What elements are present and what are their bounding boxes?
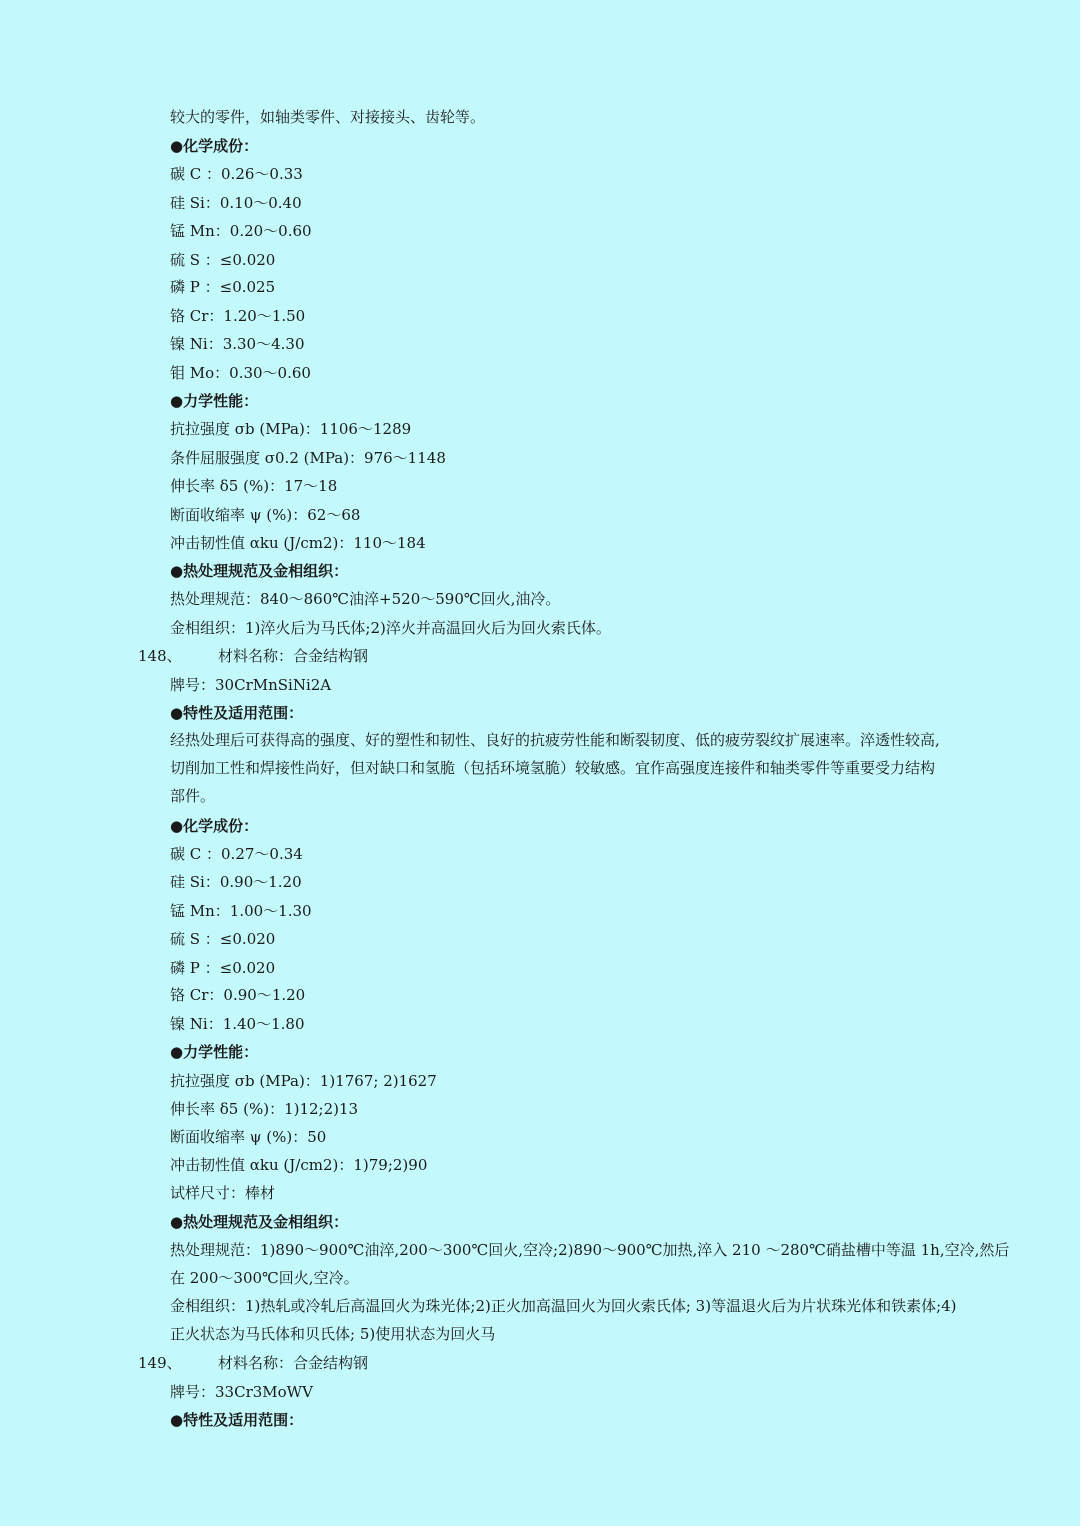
chem-item: 镍 Ni：1.40～1.80	[170, 1015, 305, 1033]
heat-treatment-text: 在 200～300℃回火,空冷。	[170, 1269, 359, 1287]
mech-item: 冲击韧性值 αku (J/cm2)：110～184	[170, 534, 426, 552]
mech-item: 伸长率 δ5 (%)：1)12;2)13	[170, 1100, 359, 1118]
chem-item: 锰 Mn：0.20～0.60	[170, 222, 312, 240]
mech-heading: ●力学性能：	[170, 392, 259, 410]
chem-item: 硫 S ：≤0.020	[170, 251, 276, 269]
mech-item: 试样尺寸：棒材	[170, 1184, 276, 1202]
chem-item: 硫 S ：≤0.020	[170, 930, 276, 948]
chem-item: 铬 Cr：1.20～1.50	[170, 307, 306, 325]
chem-item: 磷 P ：≤0.025	[170, 278, 276, 296]
mech-item: 断面收缩率 ψ (%)：50	[170, 1128, 327, 1146]
chem-item: 磷 P ：≤0.020	[170, 959, 276, 977]
mech-item: 抗拉强度 σb (MPa)：1)1767; 2)1627	[170, 1072, 437, 1090]
continuation-text: 较大的零件，如轴类零件、对接接头、齿轮等。	[170, 108, 486, 126]
properties-heading: ●特性及适用范围：	[170, 704, 304, 722]
chem-heading: ●化学成份：	[170, 137, 259, 155]
properties-text: 部件。	[170, 787, 216, 805]
chem-item: 锰 Mn：1.00～1.30	[170, 902, 312, 920]
properties-text: 经热处理后可获得高的强度、好的塑性和韧性、良好的抗疲劳性能和断裂韧度、低的疲劳裂纹扩展速率。淬透性较高,	[170, 731, 940, 749]
properties-text: 切削加工性和焊接性尚好，但对缺口和氢脆（包括环境氢脆）较敏感。宜作高强度连接件和轴类零件等重要受力结构	[170, 759, 936, 777]
mech-item: 断面收缩率 ψ (%)：62～68	[170, 506, 361, 524]
section-148-header	[138, 646, 368, 666]
section-number: 148、	[138, 647, 182, 665]
section-number: 149、	[138, 1354, 182, 1372]
chem-item: 钼 Mo：0.30～0.60	[170, 364, 311, 382]
mech-item: 条件屈服强度 σ0.2 (MPa)：976～1148	[170, 449, 446, 467]
grade-text: 牌号：33Cr3MoWV	[170, 1383, 313, 1401]
metallography-text: 金相组织：1)热轧或冷轧后高温回火为珠光体;2)正火加高温回火为回火索氏体; 3)等温退火后为片状珠光体和铁素体;4)	[170, 1297, 957, 1315]
chem-item: 镍 Ni：3.30～4.30	[170, 335, 305, 353]
chem-item: 碳 C ：0.26～0.33	[170, 165, 303, 183]
heat-treatment-text: 热处理规范：840～860℃油淬+520～590℃回火,油冷。	[170, 590, 561, 608]
heat-heading: ●热处理规范及金相组织：	[170, 562, 349, 580]
material-name: 材料名称：合金结构钢	[218, 1354, 369, 1372]
chem-item: 铬 Cr：0.90～1.20	[170, 986, 306, 1004]
mech-item: 伸长率 δ5 (%)：17～18	[170, 477, 338, 495]
chem-item: 硅 Si：0.90～1.20	[170, 873, 302, 891]
chem-item: 碳 C ：0.27～0.34	[170, 845, 303, 863]
heat-treatment-text: 热处理规范：1)890～900℃油淬,200～300℃回火,空冷;2)890～900℃加热,淬入 210 ～280℃硝盐槽中等温 1h,空冷,然后	[170, 1241, 1010, 1259]
metallography-text: 金相组织：1)淬火后为马氏体;2)淬火并高温回火后为回火索氏体。	[170, 619, 611, 637]
material-name: 材料名称：合金结构钢	[218, 647, 369, 665]
mech-item: 冲击韧性值 αku (J/cm2)：1)79;2)90	[170, 1156, 428, 1174]
section-149-header	[138, 1353, 368, 1373]
mech-item: 抗拉强度 σb (MPa)：1106～1289	[170, 420, 412, 438]
chem-heading: ●化学成份：	[170, 817, 259, 835]
metallography-text: 正火状态为马氏体和贝氏体; 5)使用状态为回火马	[170, 1325, 496, 1343]
mech-heading: ●力学性能：	[170, 1043, 259, 1061]
properties-heading: ●特性及适用范围：	[170, 1411, 304, 1429]
grade-text: 牌号：30CrMnSiNi2A	[170, 676, 332, 694]
heat-heading: ●热处理规范及金相组织：	[170, 1213, 349, 1231]
chem-item: 硅 Si：0.10～0.40	[170, 194, 302, 212]
